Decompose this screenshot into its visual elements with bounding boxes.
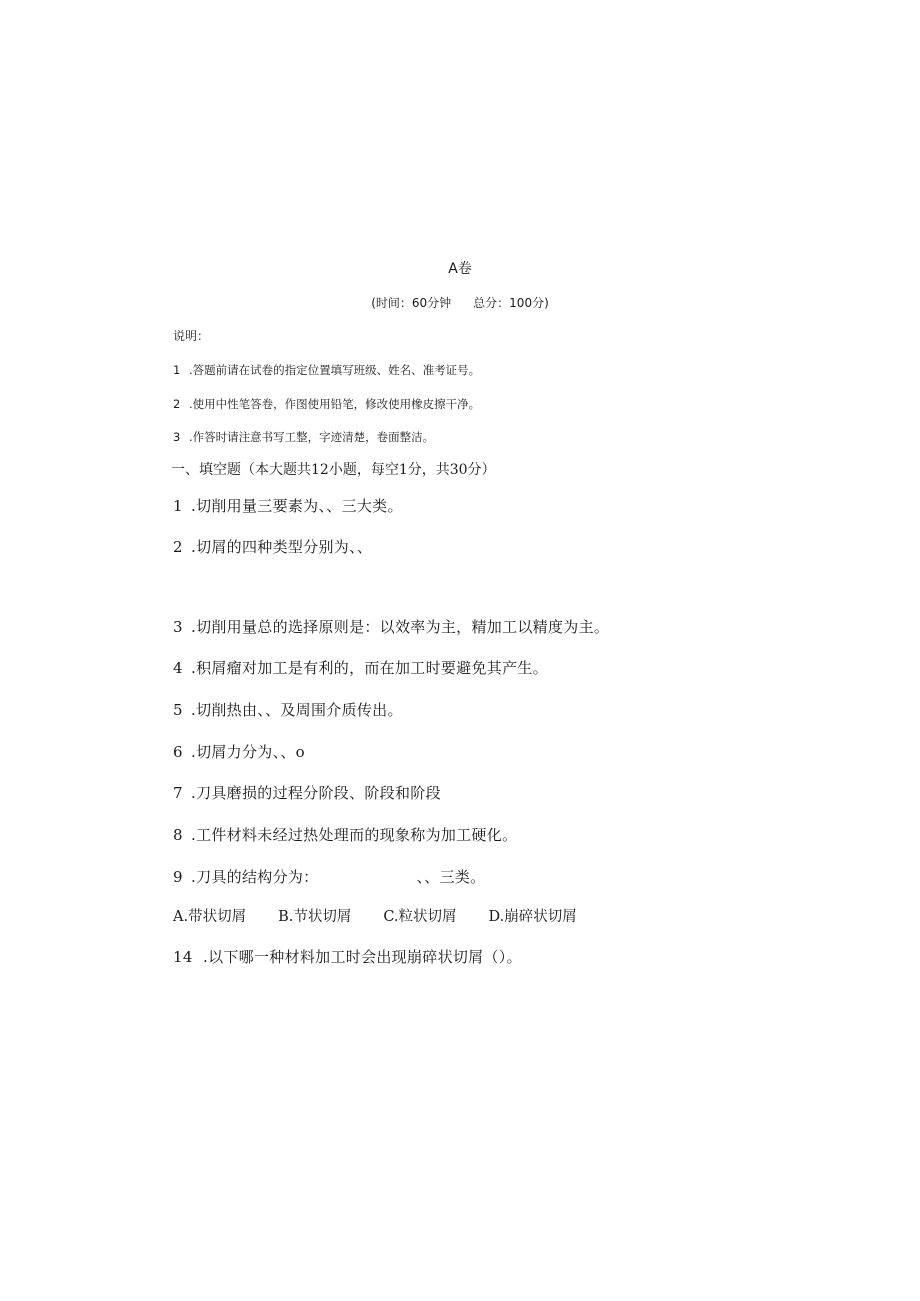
total-score: 总分：100分) — [473, 296, 549, 310]
question-text: .刀具的结构分为： — [191, 868, 319, 886]
question-text: .切削用量三要素为、、三大类。 — [191, 497, 403, 515]
option-d: D.崩碎状切屑 — [488, 909, 577, 925]
question-number: 4 — [173, 659, 183, 677]
question-text: .以下哪一种材料加工时会出现崩碎状切屑（）。 — [203, 948, 522, 966]
question-text: .切屑力分为、、o — [191, 743, 305, 761]
instruction-item — [173, 362, 480, 378]
instructions-label: 说明： — [173, 329, 210, 343]
question-text: .刀具磨损的过程分阶段、阶段和阶段 — [191, 784, 441, 802]
question-text: .切削用量总的选择原则是：以效率为主，精加工以精度为主。 — [191, 618, 610, 636]
question-number: 8 — [173, 826, 183, 844]
answer-options — [173, 905, 609, 926]
question-item — [173, 946, 522, 967]
option-a: A.带状切屑 — [173, 909, 247, 925]
question-text-continued: 、、三类。 — [416, 868, 486, 886]
question-item — [173, 495, 403, 516]
question-text: .切削热由、、及周围介质传出。 — [191, 701, 403, 719]
question-item — [173, 536, 372, 557]
question-number: 9 — [173, 868, 183, 886]
question-item — [173, 699, 403, 720]
question-item — [173, 616, 609, 637]
question-number: 2 — [173, 538, 183, 556]
question-item — [173, 657, 548, 678]
paper-title: A卷 — [448, 261, 472, 277]
question-item — [173, 824, 517, 845]
time-limit: (时间：60分钟 — [371, 296, 452, 310]
question-text: .工件材料未经过热处理而的现象称为加工硬化。 — [191, 826, 518, 844]
option-b: B.节状切屑 — [278, 909, 352, 925]
option-c: C.粒状切屑 — [383, 909, 457, 925]
instruction-number: 1 — [173, 363, 181, 377]
question-text: .切屑的四种类型分别为、、 — [191, 538, 373, 556]
question-number: 6 — [173, 743, 183, 761]
question-item — [173, 782, 441, 803]
instruction-text: .作答时请注意书写工整，字迹清楚，卷面整洁。 — [189, 430, 435, 444]
question-text: .积屑瘤对加工是有利的，而在加工时要避免其产生。 — [191, 659, 548, 677]
question-number: 7 — [173, 784, 183, 802]
instruction-text: .答题前请在试卷的指定位置填写班级、姓名、准考证号。 — [189, 363, 481, 377]
question-item — [173, 866, 486, 887]
section-heading: 一、填空题（本大题共12小题，每空1分，共30分） — [171, 462, 496, 478]
question-number: 14 — [173, 948, 193, 966]
question-number: 3 — [173, 618, 183, 636]
paper-subtitle — [0, 294, 920, 311]
instruction-item — [173, 429, 434, 445]
instruction-item — [173, 396, 480, 412]
instruction-text: .使用中性笔答卷，作图使用铅笔，修改使用橡皮擦干净。 — [189, 397, 481, 411]
question-item — [173, 741, 305, 762]
question-number: 5 — [173, 701, 183, 719]
instruction-number: 3 — [173, 430, 181, 444]
instruction-number: 2 — [173, 397, 181, 411]
question-number: 1 — [173, 497, 183, 515]
